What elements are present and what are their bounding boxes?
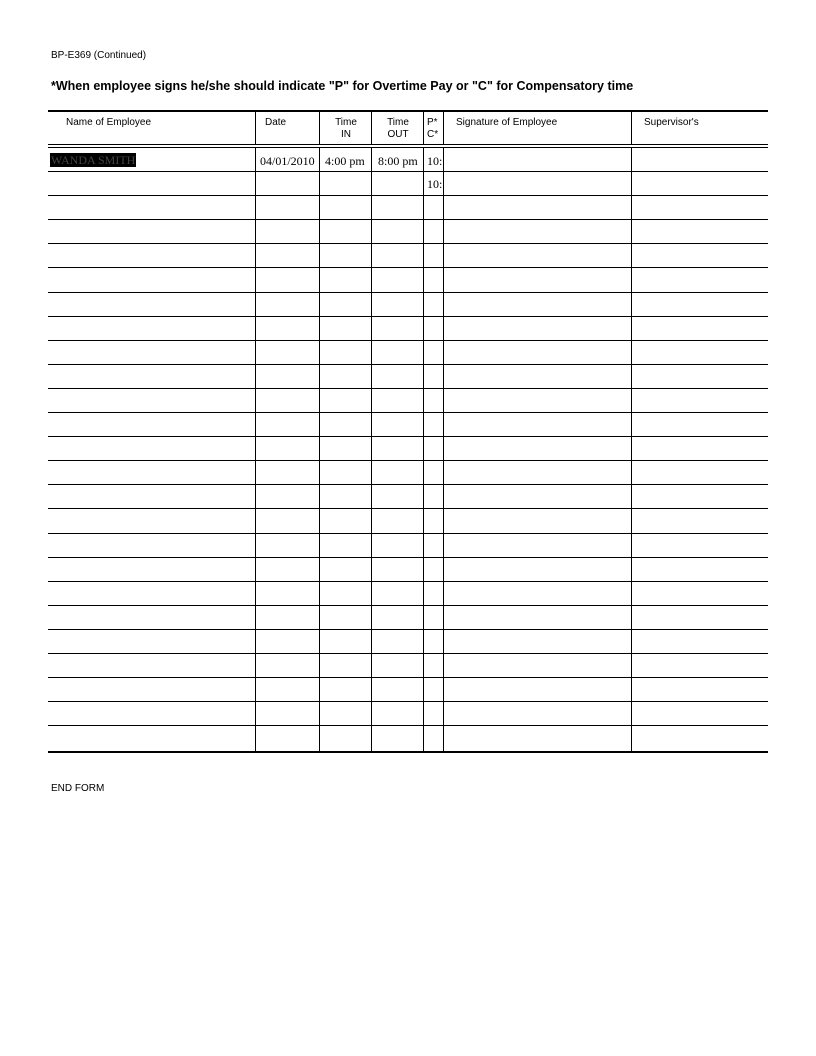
header-signature: Signature of Employee (456, 117, 558, 128)
row-rule (48, 533, 768, 534)
row-rule (48, 484, 768, 485)
row-1-time-in: 4:00 pm (325, 154, 365, 168)
form-code: BP-E369 (Continued) (51, 50, 147, 61)
row-rule (48, 243, 768, 244)
row-rule (48, 316, 768, 317)
row-rule (48, 508, 768, 509)
row-rule (48, 412, 768, 413)
column-divider (423, 112, 424, 144)
column-divider (255, 112, 256, 144)
row-rule (48, 725, 768, 726)
header-name: Name of Employee (66, 117, 152, 128)
row-rule (48, 171, 768, 172)
column-divider (319, 148, 320, 753)
end-form-label: END FORM (51, 783, 105, 794)
row-rule (48, 605, 768, 606)
header-pc: P* C* (427, 117, 439, 140)
row-rule (48, 364, 768, 365)
header-time-out: Time OUT (387, 117, 409, 140)
row-1-pc: 10: (427, 154, 443, 168)
row-rule (48, 292, 768, 293)
column-divider (443, 112, 444, 144)
row-2-pc: 10: (427, 177, 443, 191)
column-divider (631, 148, 632, 753)
column-divider (423, 148, 424, 753)
column-divider (255, 148, 256, 753)
row-1-name (50, 153, 136, 168)
column-divider (443, 148, 444, 753)
instruction-text: *When employee signs he/she should indicate "P" for Overtime Pay or "C" for Compensatory time (51, 79, 634, 93)
row-rule (48, 629, 768, 630)
column-divider (319, 112, 320, 144)
row-rule (48, 751, 768, 753)
redacted-name: WANDA SMITH (51, 153, 136, 167)
row-rule (48, 460, 768, 461)
header-rule (48, 144, 768, 145)
header-supervisor: Supervisor's (644, 117, 699, 128)
row-rule (48, 388, 768, 389)
row-rule (48, 653, 768, 654)
header-date: Date (265, 117, 287, 128)
row-rule (48, 267, 768, 268)
row-rule (48, 436, 768, 437)
row-rule (48, 581, 768, 582)
table-top-rule (48, 110, 768, 112)
overtime-sign-in-table (48, 110, 768, 753)
row-rule (48, 219, 768, 220)
header-rule (48, 147, 768, 148)
row-rule (48, 701, 768, 702)
column-divider (371, 148, 372, 753)
row-1-time-out: 8:00 pm (378, 154, 418, 168)
header-time-in: Time IN (335, 117, 357, 140)
row-rule (48, 195, 768, 196)
row-rule (48, 677, 768, 678)
row-1-date: 04/01/2010 (260, 154, 315, 168)
row-rule (48, 340, 768, 341)
column-divider (371, 112, 372, 144)
column-divider (631, 112, 632, 144)
row-rule (48, 557, 768, 558)
